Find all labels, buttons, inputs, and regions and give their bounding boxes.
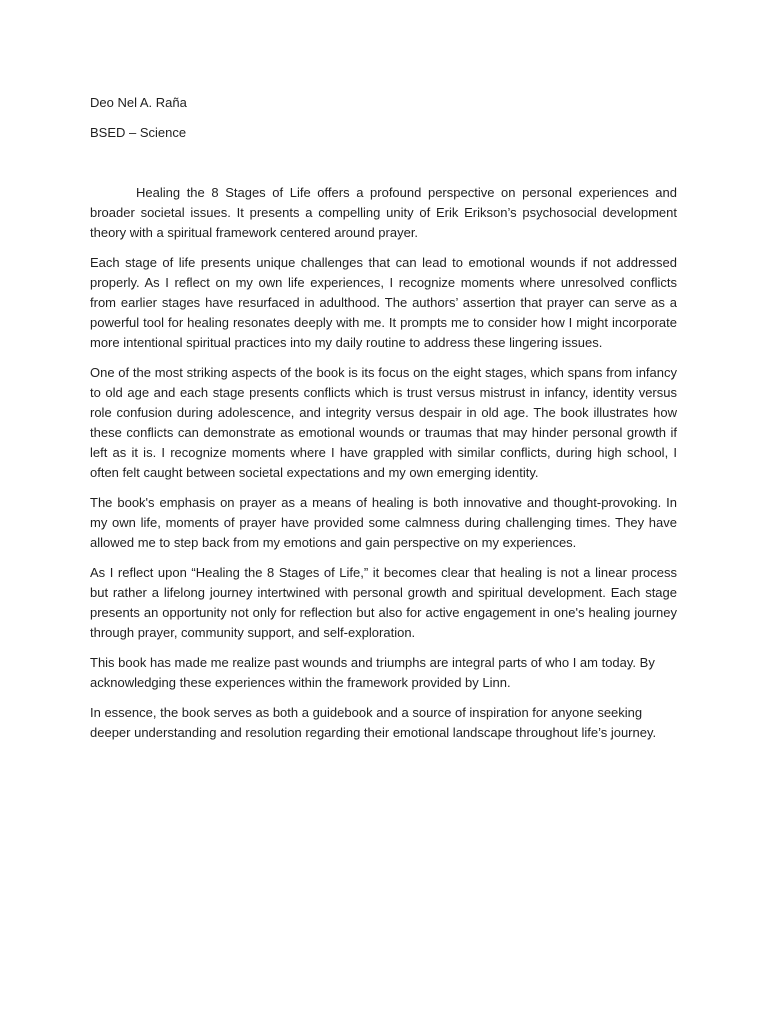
paragraph-reflection: As I reflect upon “Healing the 8 Stages of Life,” it becomes clear that healing is not a linear process but rather a lifelong journey intertwined with personal growth and spiritual development. Each stage presents an opportunity not only for reflection but also for active engagement in one's healing journey through prayer, community support, and self-exploration. — [90, 565, 677, 640]
course-label: BSED – Science — [90, 125, 187, 140]
paragraph-conclusion: In essence, the book serves as both a guidebook and a source of inspiration for anyone seeking deeper understanding and resolution regarding their emotional landscape throughout life’s journey. — [90, 705, 657, 740]
paragraph-intro: Healing the 8 Stages of Life offers a profound perspective on personal experiences and broader societal issues. It presents a compelling unity of Erik Erikson’s psychosocial development theory with a spiritual framework centered around prayer. — [90, 185, 677, 240]
document-content — [90, 93, 677, 753]
paragraph-realization: This book has made me realize past wounds and triumphs are integral parts of who I am today. By acknowledging these experiences within the framework provided by Linn. — [90, 655, 655, 690]
paragraph-eight-stages: One of the most striking aspects of the book is its focus on the eight stages, which spans from infancy to old age and each stage presents conflicts which is trust versus mistrust in infancy, identity versus role confusion during adolescence, and integrity versus despair in old age. The book illustrates how these conflicts can demonstrate as emotional wounds or traumas that may hinder personal growth if left as it is. I recognize moments where I have grappled with similar conflicts, during high school, I often felt caught between societal expectations and my own emerging identity. — [90, 365, 677, 480]
paragraph-prayer: The book's emphasis on prayer as a means of healing is both innovative and thought-provoking. In my own life, moments of prayer have provided some calmness during challenging times. They have allowed me to step back from my emotions and gain perspective on my experiences. — [90, 495, 677, 550]
paragraph-stages-challenges: Each stage of life presents unique challenges that can lead to emotional wounds if not addressed properly. As I reflect on my own life experiences, I recognize moments where unresolved conflicts from earlier stages have resurfaced in adulthood. The authors’ assertion that prayer can serve as a powerful tool for healing resonates deeply with me. It prompts me to consider how I might incorporate more intentional spiritual practices into my daily routine to address these lingering issues. — [90, 255, 677, 350]
author-name: Deo Nel A. Raña — [90, 95, 187, 110]
